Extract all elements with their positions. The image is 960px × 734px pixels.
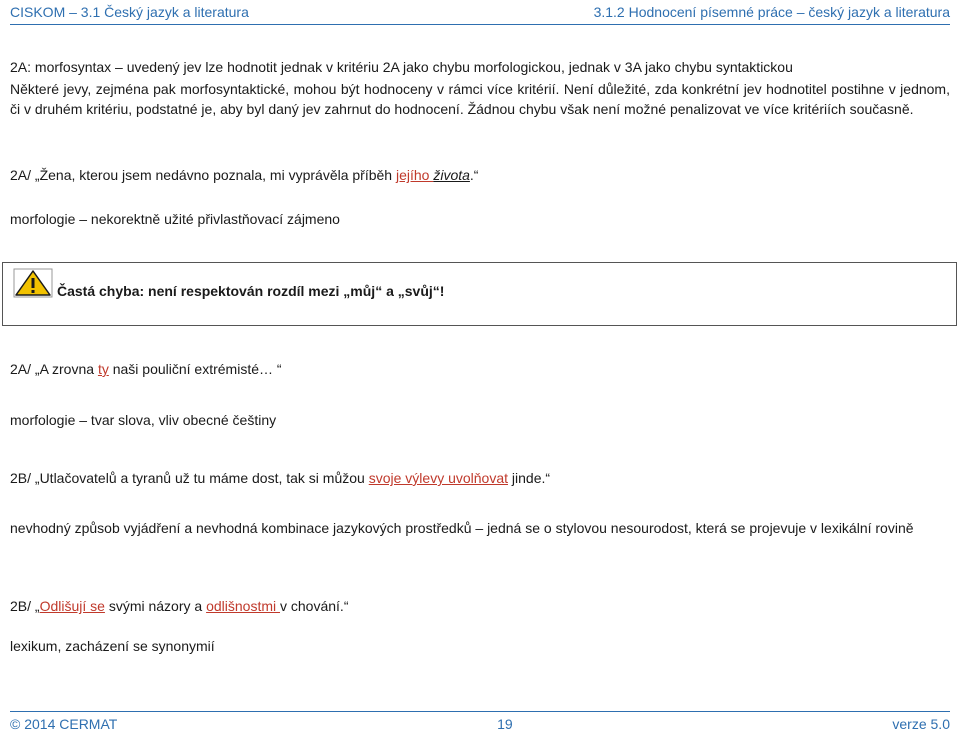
version-label: verze 5.0 — [892, 716, 950, 732]
error-mark: jejího — [395, 167, 434, 183]
paragraph-morfosyntax: 2A: morfosyntax – uvedený jev lze hodnotit jednak v kritériu 2A jako chybu morfologickou, jednak v 3A jako chybu syntaktickou — [10, 59, 793, 75]
error-mark: Odlišují se — [39, 598, 105, 614]
example-text: 2B/ „Utlačovatelů a tyranů už tu máme dost, tak si můžou — [10, 470, 369, 486]
example-text: 2B/ „ — [10, 598, 40, 614]
warning-text: Častá chyba: není respektován rozdíl mezi „můj“ a „svůj“! — [57, 283, 445, 299]
header-rule — [10, 24, 950, 25]
error-mark: života — [433, 167, 470, 183]
error-mark: svoje výlevy uvolňovat — [368, 470, 509, 486]
example-4 — [10, 596, 950, 616]
example-2 — [10, 359, 950, 379]
page-number: 19 — [497, 716, 513, 732]
footer-copyright: © 2014 CERMAT — [10, 716, 118, 732]
example-text: svými názory a — [104, 598, 207, 614]
example-text: v chování.“ — [280, 598, 349, 614]
footer-rule — [10, 711, 950, 712]
example-text: 2A/ „Žena, kterou jsem nedávno poznala, mi vyprávěla příběh — [10, 167, 396, 183]
error-mark: ty — [97, 361, 109, 377]
error-mark: odlišnostmi — [206, 598, 280, 614]
example-3 — [10, 468, 950, 488]
page-header — [10, 2, 950, 22]
example-4-note: lexikum, zacházení se synonymií — [10, 638, 215, 654]
example-3-note: nevhodný způsob vyjádření a nevhodná kombinace jazykových prostředků – jedná se o stylovou nesourodost, která se projevuje v lexikální rovině — [10, 520, 914, 536]
warning-icon — [13, 267, 53, 299]
example-2-note: morfologie – tvar slova, vliv obecné češtiny — [10, 412, 277, 428]
warning-notice — [2, 262, 957, 326]
example-1 — [10, 165, 950, 185]
example-text: 2A/ „A zrovna — [10, 361, 98, 377]
example-1-note: morfologie – nekorektně užité přivlastňovací zájmeno — [10, 211, 340, 227]
page-footer — [10, 715, 950, 733]
example-text: naši pouliční extrémisté… “ — [108, 361, 282, 377]
header-left: CISKOM – 3.1 Český jazyk a literatura — [10, 4, 249, 20]
header-right: 3.1.2 Hodnocení písemné práce – český jazyk a literatura — [593, 4, 950, 20]
example-text: .“ — [469, 167, 479, 183]
paragraph-criteria: Některé jevy, zejména pak morfosyntaktické, mohou být hodnoceny v rámci více kritérií. Není důležité, zda konkrétní jev hodnotitel postihne v jednom, či v druhém kritériu, podstatné je, aby byl daný jev zahrnut do hodnocení. Žádnou chybu však není možné penalizovat ve více kritériích současně. — [10, 81, 950, 117]
example-text: jinde.“ — [508, 470, 551, 486]
